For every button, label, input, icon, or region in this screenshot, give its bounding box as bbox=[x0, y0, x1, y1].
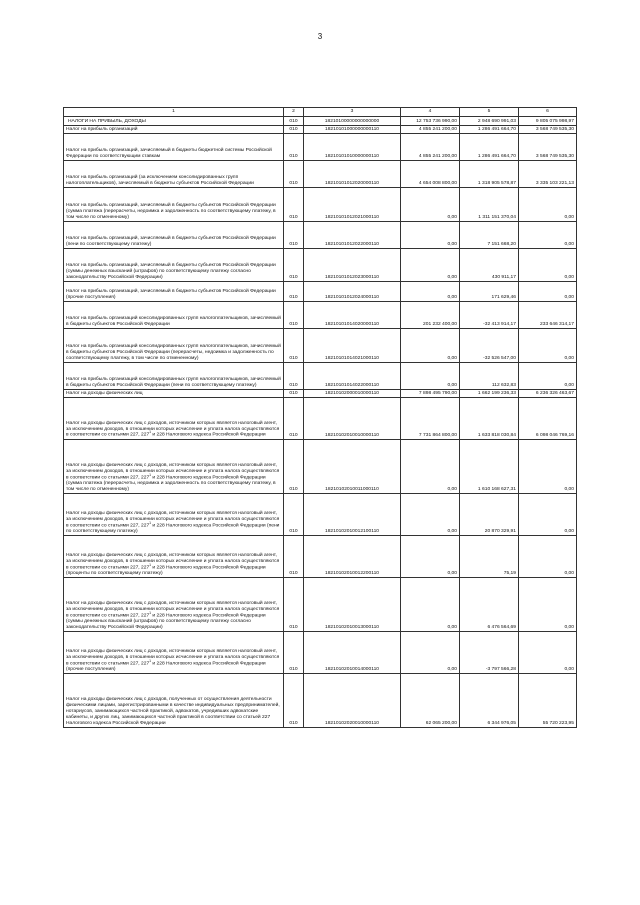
row-code: 010 bbox=[284, 632, 304, 674]
row-approved: 0,00 bbox=[401, 536, 460, 578]
row-approved: 0,00 bbox=[401, 249, 460, 282]
row-name bbox=[64, 134, 284, 161]
row-kbk: 18210101012020000110 bbox=[304, 161, 401, 188]
row-name bbox=[64, 632, 284, 674]
table-row bbox=[64, 494, 577, 536]
table-row bbox=[64, 329, 577, 363]
row-name bbox=[64, 494, 284, 536]
row-kbk: 18210101014020000110 bbox=[304, 302, 401, 329]
row-code: 010 bbox=[284, 329, 304, 363]
row-approved: 62 065 200,00 bbox=[401, 674, 460, 728]
table-row bbox=[64, 632, 577, 674]
row-executed: 7 151 668,20 bbox=[460, 222, 519, 249]
table-row bbox=[64, 363, 577, 390]
row-name bbox=[64, 302, 284, 329]
header-col-5: 5 bbox=[460, 108, 519, 117]
row-unexecuted: 0,00 bbox=[519, 282, 577, 302]
row-unexecuted: 6 098 046 769,16 bbox=[519, 398, 577, 440]
table-row bbox=[64, 578, 577, 632]
budget-execution-table bbox=[63, 107, 577, 728]
row-name bbox=[64, 188, 284, 222]
row-unexecuted: 55 720 223,95 bbox=[519, 674, 577, 728]
row-executed: 75,19 bbox=[460, 536, 519, 578]
row-unexecuted: 3 335 103 221,13 bbox=[519, 161, 577, 188]
row-approved: 201 232 400,00 bbox=[401, 302, 460, 329]
row-code: 010 bbox=[284, 536, 304, 578]
row-approved: 12 753 736 990,00 bbox=[401, 117, 460, 126]
row-unexecuted: 0,00 bbox=[519, 578, 577, 632]
row-kbk: 18210101012021000110 bbox=[304, 188, 401, 222]
row-executed: 1 318 905 578,87 bbox=[460, 161, 519, 188]
row-name-text: Налог на доходы физических лиц с доходов, источником которых является налоговый агент, за исключением доходов, в отношении которых исчисление и уплата налога осуществляются в соответствии со статьями 227, 227 bbox=[66, 462, 280, 481]
row-name-tail: и 228 Налогового кодекса Российской Федерации (прочие поступления) bbox=[66, 661, 266, 673]
row-name-text: НАЛОГИ НА ПРИБЫЛЬ, ДОХОДЫ bbox=[68, 119, 146, 125]
row-unexecuted: 0,00 bbox=[519, 632, 577, 674]
table-row bbox=[64, 249, 577, 282]
row-executed: 1 662 199 236,33 bbox=[460, 390, 519, 398]
row-name-superscript: 1 bbox=[149, 562, 152, 567]
row-unexecuted: 0,00 bbox=[519, 222, 577, 249]
row-approved: 4 654 008 800,00 bbox=[401, 161, 460, 188]
row-kbk: 18210102010012100110 bbox=[304, 494, 401, 536]
row-approved: 0,00 bbox=[401, 363, 460, 390]
row-name-superscript: 1 bbox=[149, 472, 152, 477]
row-kbk: 18210101014021000110 bbox=[304, 329, 401, 363]
row-unexecuted: 0,00 bbox=[519, 329, 577, 363]
table-row bbox=[64, 390, 577, 398]
row-approved: 7 898 495 790,00 bbox=[401, 390, 460, 398]
row-code: 010 bbox=[284, 249, 304, 282]
row-name bbox=[64, 390, 284, 398]
table-row bbox=[64, 188, 577, 222]
row-name-text: Налог на прибыль организаций, зачисляемый в бюджеты субъектов Российской Федерации (пени по соответствующему платежу) bbox=[66, 236, 276, 248]
row-approved: 0,00 bbox=[401, 329, 460, 363]
page-number: 3 bbox=[317, 32, 323, 41]
row-code: 010 bbox=[284, 282, 304, 302]
row-code: 010 bbox=[284, 578, 304, 632]
row-executed: 171 629,46 bbox=[460, 282, 519, 302]
row-unexecuted: 3 568 749 535,30 bbox=[519, 126, 577, 134]
row-unexecuted: 0,00 bbox=[519, 440, 577, 494]
row-unexecuted: 0,00 bbox=[519, 188, 577, 222]
row-name-text: Налог на прибыль организаций, зачисляемый в бюджеты бюджетной системы Российской Федерации по соответствующим ставкам bbox=[66, 148, 272, 160]
table-row bbox=[64, 126, 577, 134]
row-executed: 2 948 690 991,03 bbox=[460, 117, 519, 126]
table-row bbox=[64, 674, 577, 728]
row-name-text: Налог на прибыль организаций bbox=[66, 127, 138, 133]
row-name-tail: и 228 Налогового кодекса Российской Федерации (суммы денежных взысканий (штрафов) по соответствующему платежу согласно законодательству Российской Федерации) bbox=[66, 613, 266, 631]
header-col-4: 4 bbox=[401, 108, 460, 117]
table-row bbox=[64, 398, 577, 440]
row-name-text: Налог на прибыль организаций, зачисляемый в бюджеты субъектов Российской Федерации (прочие поступления) bbox=[66, 289, 276, 301]
row-name-superscript: 1 bbox=[149, 430, 152, 435]
row-unexecuted: 0,00 bbox=[519, 536, 577, 578]
row-name bbox=[64, 440, 284, 494]
row-executed: 6 344 976,05 bbox=[460, 674, 519, 728]
row-name bbox=[64, 222, 284, 249]
row-name bbox=[64, 674, 284, 728]
row-name bbox=[64, 282, 284, 302]
row-unexecuted: 9 805 075 998,97 bbox=[519, 117, 577, 126]
row-kbk: 18210102020010000110 bbox=[304, 674, 401, 728]
row-name bbox=[64, 249, 284, 282]
row-code: 010 bbox=[284, 674, 304, 728]
row-executed: 1 311 151 370,04 bbox=[460, 188, 519, 222]
row-kbk: 18210102010012200110 bbox=[304, 536, 401, 578]
row-kbk: 18210100000000000000 bbox=[304, 117, 401, 126]
row-executed: 6 476 564,69 bbox=[460, 578, 519, 632]
row-unexecuted: 6 236 326 463,67 bbox=[519, 390, 577, 398]
row-approved: 4 855 241 200,00 bbox=[401, 134, 460, 161]
row-name bbox=[64, 363, 284, 390]
row-executed: 1 286 491 664,70 bbox=[460, 126, 519, 134]
row-approved: 0,00 bbox=[401, 282, 460, 302]
row-name-tail: и 228 Налогового кодекса Российской Федерации bbox=[151, 433, 266, 439]
row-approved: 0,00 bbox=[401, 494, 460, 536]
row-approved: 0,00 bbox=[401, 440, 460, 494]
row-name-text: Налог на прибыль организаций (за исключением консолидированных групп налогоплательщиков), зачисляемый в бюджеты субъектов Российской Федерации bbox=[66, 175, 254, 187]
row-name-text: Налог на доходы физических лиц с доходов, полученных от осуществления деятельности физическими лицами, зарегистрированными в качестве индивидуальных предпринимателей, нотариусов, занимающихся частной практикой, адвокатов, учредивших адвокатские кабинеты, и других лиц, занимающихся частной практикой в соответствии со статьей 227 Налогового кодекса Российской Федерации bbox=[66, 697, 280, 727]
row-code: 010 bbox=[284, 302, 304, 329]
row-kbk: 18210101012023000110 bbox=[304, 249, 401, 282]
row-name-text: Налог на прибыль организаций консолидированных групп налогоплательщиков, зачисляемый в бюджеты субъектов Российской Федерации (перерасчеты, недоимка и задолженность по соответствующему платежу, в том числе по отмененному) bbox=[66, 344, 281, 362]
row-code: 010 bbox=[284, 188, 304, 222]
header-col-3: 3 bbox=[304, 108, 401, 117]
table-row bbox=[64, 302, 577, 329]
row-name-text: Налог на доходы физических лиц с доходов, источником которых является налоговый агент, за исключением доходов, в отношении которых исчисление и уплата налога осуществляются в соответствии со статьями 227, 227 bbox=[66, 510, 280, 529]
row-name-text: Налог на доходы физических лиц с доходов, источником которых является налоговый агент, за исключением доходов, в отношении которых исчисление и уплата налога осуществляются в соответствии со статьями 227, 227 bbox=[66, 552, 280, 571]
row-kbk: 18210102010014000110 bbox=[304, 632, 401, 674]
row-code: 010 bbox=[284, 398, 304, 440]
row-unexecuted: 3 568 749 535,30 bbox=[519, 134, 577, 161]
row-kbk: 18210102010010000110 bbox=[304, 398, 401, 440]
row-executed: 1 286 491 664,70 bbox=[460, 134, 519, 161]
row-kbk: 18210101012022000110 bbox=[304, 222, 401, 249]
row-code: 010 bbox=[284, 222, 304, 249]
row-executed: 1 610 168 627,31 bbox=[460, 440, 519, 494]
row-name-text: Налог на доходы физических лиц bbox=[66, 391, 143, 397]
header-col-1: 1 bbox=[64, 108, 284, 117]
row-unexecuted: 233 646 314,17 bbox=[519, 302, 577, 329]
row-executed: 20 870 329,91 bbox=[460, 494, 519, 536]
row-name-superscript: 1 bbox=[149, 610, 152, 615]
row-approved: 0,00 bbox=[401, 222, 460, 249]
table-row bbox=[64, 282, 577, 302]
table-row bbox=[64, 536, 577, 578]
row-name-superscript: 1 bbox=[149, 658, 152, 663]
row-name bbox=[64, 117, 284, 126]
row-name-text: Налог на прибыль организаций, зачисляемый в бюджеты субъектов Российской Федерации (сумма платежа (перерасчеты, недоимка и задолженность по соответствующему платежу, в том числе по отмененному) bbox=[66, 203, 276, 221]
row-code: 010 bbox=[284, 117, 304, 126]
row-kbk: 18210102000010000110 bbox=[304, 390, 401, 398]
row-name-text: Налог на прибыль организаций консолидированных групп налогоплательщиков, зачисляемый в бюджеты субъектов Российской Федерации bbox=[66, 316, 281, 328]
row-code: 010 bbox=[284, 363, 304, 390]
row-kbk: 18210101012024000110 bbox=[304, 282, 401, 302]
row-code: 010 bbox=[284, 134, 304, 161]
row-approved: 4 855 241 200,00 bbox=[401, 126, 460, 134]
row-executed: -32 526 547,00 bbox=[460, 329, 519, 363]
row-name bbox=[64, 126, 284, 134]
row-unexecuted: 0,00 bbox=[519, 249, 577, 282]
row-name bbox=[64, 329, 284, 363]
row-approved: 0,00 bbox=[401, 632, 460, 674]
table-row bbox=[64, 134, 577, 161]
table-header-row bbox=[64, 108, 577, 117]
row-executed: 1 633 818 030,84 bbox=[460, 398, 519, 440]
row-name-tail: и 228 Налогового кодекса Российской Федерации (пени по соответствующему платежу) bbox=[66, 523, 280, 535]
row-name-tail: и 228 Налогового кодекса Российской Федерации (проценты по соответствующему платежу) bbox=[66, 565, 266, 577]
row-approved: 7 731 864 800,00 bbox=[401, 398, 460, 440]
row-kbk: 18210102010011000110 bbox=[304, 440, 401, 494]
row-name bbox=[64, 578, 284, 632]
row-name-text: Налог на доходы физических лиц с доходов, источником которых является налоговый агент, за исключением доходов, в отношении которых исчисление и уплата налога осуществляются в соответствии со статьями 227, 227 bbox=[66, 600, 280, 619]
header-col-6: 6 bbox=[519, 108, 577, 117]
table-row bbox=[64, 117, 577, 126]
row-name-text: Налог на прибыль организаций консолидированных групп налогоплательщиков, зачисляемый в бюджеты субъектов Российской Федерации (пени по соответствующему платежу) bbox=[66, 377, 281, 389]
row-kbk: 18210102010013000110 bbox=[304, 578, 401, 632]
row-kbk: 18210101000000000110 bbox=[304, 126, 401, 134]
row-name-text: Налог на доходы физических лиц с доходов, источником которых является налоговый агент, за исключением доходов, в отношении которых исчисление и уплата налога осуществляются в соответствии со статьями 227, 227 bbox=[66, 648, 280, 667]
row-name bbox=[64, 536, 284, 578]
row-name-text: Налог на прибыль организаций, зачисляемый в бюджеты субъектов Российской Федерации (суммы денежных взысканий (штрафов) по соответствующему платежу согласно законодательству Российской Федерации) bbox=[66, 263, 276, 281]
row-executed: 112 632,83 bbox=[460, 363, 519, 390]
row-executed: -3 797 566,28 bbox=[460, 632, 519, 674]
row-code: 010 bbox=[284, 126, 304, 134]
row-approved: 0,00 bbox=[401, 578, 460, 632]
row-name bbox=[64, 161, 284, 188]
row-kbk: 18210101014022000110 bbox=[304, 363, 401, 390]
row-executed: 430 911,17 bbox=[460, 249, 519, 282]
table-row bbox=[64, 222, 577, 249]
row-name-superscript: 1 bbox=[149, 520, 152, 525]
row-unexecuted: 0,00 bbox=[519, 363, 577, 390]
row-code: 010 bbox=[284, 494, 304, 536]
table-row bbox=[64, 440, 577, 494]
row-name-text: Налог на доходы физических лиц с доходов, источником которых является налоговый агент, за исключением доходов, в отношении которых исчисление и уплата налога осуществляются в соответствии со статьями 227, 227 bbox=[66, 420, 280, 439]
row-name-tail: и 228 Налогового кодекса Российской Федерации (сумма платежа (перерасчеты, недоимка и задолженность по соответствующему платежу, в том числе по отмененному) bbox=[66, 475, 276, 493]
row-code: 010 bbox=[284, 161, 304, 188]
row-code: 010 bbox=[284, 390, 304, 398]
header-col-2: 2 bbox=[284, 108, 304, 117]
row-name bbox=[64, 398, 284, 440]
row-code: 010 bbox=[284, 440, 304, 494]
row-kbk: 18210101010000000110 bbox=[304, 134, 401, 161]
row-approved: 0,00 bbox=[401, 188, 460, 222]
row-executed: -32 413 914,17 bbox=[460, 302, 519, 329]
row-unexecuted: 0,00 bbox=[519, 494, 577, 536]
table-row bbox=[64, 161, 577, 188]
